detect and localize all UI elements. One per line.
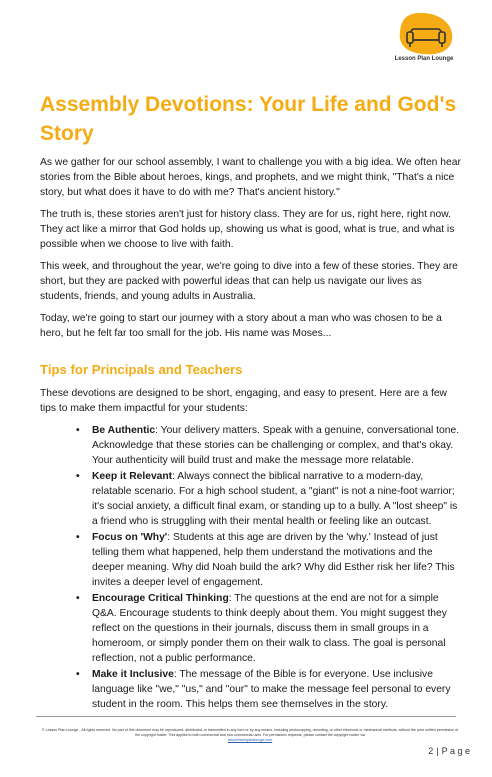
intro-paragraph: Today, we're going to start our journey with a story about a man who was chosen to be a hero, but he felt far too small for the job. His name was Moses...: [40, 313, 442, 339]
tip-item: [40, 530, 464, 590]
tip-term: Be Authentic: [92, 425, 156, 436]
logo-text: Lesson Plan Lounge: [394, 56, 454, 62]
footer-divider: [36, 716, 456, 717]
footer-copyright: [40, 728, 460, 743]
lesson-plan-lounge-logo: [382, 12, 466, 70]
tip-item: [40, 591, 464, 666]
bullet-icon: •: [76, 669, 80, 680]
tip-term: Encourage Critical Thinking: [92, 593, 229, 604]
intro-paragraph: This week, and throughout the year, we're going to dive into a few of these stories. They are short, but they are packed with powerful ideas that can help us navigate our lives as students, friends, and young adults in Australia.: [40, 261, 458, 302]
page-title: Assembly Devotions: Your Life and God's Story: [40, 93, 457, 145]
intro-paragraph: As we gather for our school assembly, I want to challenge you with a big idea. We often hear stories from the Bible about heroes, kings, and prophets, and we might think, "That's a nice story, but what does it have to do with me? That's ancient history.": [40, 157, 461, 198]
tip-item: [40, 469, 464, 529]
tip-text: : Always connect the biblical narrative to a modern-day, relatable scenario. For a high school student, a "giant" is not a nine-foot warrior; it's social anxiety, a difficult final exam, or standing up to a bully. A "lost sheep" is a friend who is struggling with their mental health or feeling like an outcast.: [92, 471, 458, 527]
tip-term: Focus on 'Why': [92, 532, 168, 543]
tip-text: : The questions at the end are not for a simple Q&A. Encourage students to think deeply about them. You might suggest they reflect on the questions in their journals, discuss them in small groups in a homeroom, or simply ponder them on their walk to class. The goal is personal reflection, not a public performance.: [92, 593, 447, 664]
tip-text: : Your delivery matters. Speak with a genuine, conversational tone. Acknowledge that these stories can be challenging or complex, and that's okay. Your authenticity will build trust and make the message more relatable.: [92, 425, 460, 466]
website-link[interactable]: www.lessonplanlounge.com: [227, 738, 273, 742]
tips-heading: Tips for Principals and Teachers: [40, 362, 243, 377]
tip-term: Make it Inclusive: [92, 669, 174, 680]
bullet-icon: •: [76, 593, 80, 604]
tips-list: [40, 423, 464, 712]
tip-term: Keep it Relevant: [92, 471, 173, 482]
page-label: P a g e: [441, 746, 470, 756]
tip-text: : The message of the Bible is for everyone. Use inclusive language like "we," "us," and "our" to make the message feel personal to every student in the room. This helps them see themselves in the story.: [92, 669, 451, 710]
bullet-icon: •: [76, 471, 80, 482]
page-number-value: 2: [428, 746, 434, 756]
bullet-icon: •: [76, 532, 80, 543]
document-body: [40, 155, 464, 713]
intro-paragraph: The truth is, these stories aren't just for history class. They are for us, right here, right now. They act like a mirror that God holds up, showing us what is good, what is true, and what is possible when we choose to live with faith.: [40, 209, 455, 250]
tip-item: [40, 423, 464, 468]
tip-item: [40, 667, 464, 712]
page-number: 2 | P a g e: [428, 746, 470, 756]
copyright-text: © Lesson Plan Lounge - All rights reserved. No part of this document may be reproduced, distributed, or transmitted in any form or by any means, including photocopying, recording, or other electronic or mechanical methods, without the prior written permission of the copyright holder. This applies to both commercial and non-commercial uses. For permission requests, please contact the copyright holder via: [41, 728, 459, 737]
sofa-logo-icon: [392, 12, 456, 56]
bullet-icon: •: [76, 425, 80, 436]
tips-intro: These devotions are designed to be short, engaging, and easy to present. Here are a few tips to make them impactful for your students:: [40, 388, 447, 414]
tip-text: : Students at this age are driven by the 'why.' Instead of just telling them what happened, help them understand the motivations and the deeper meaning. Why did Noah build the ark? Why did Esther risk her life? This invites a deeper level of engagement.: [92, 532, 455, 588]
